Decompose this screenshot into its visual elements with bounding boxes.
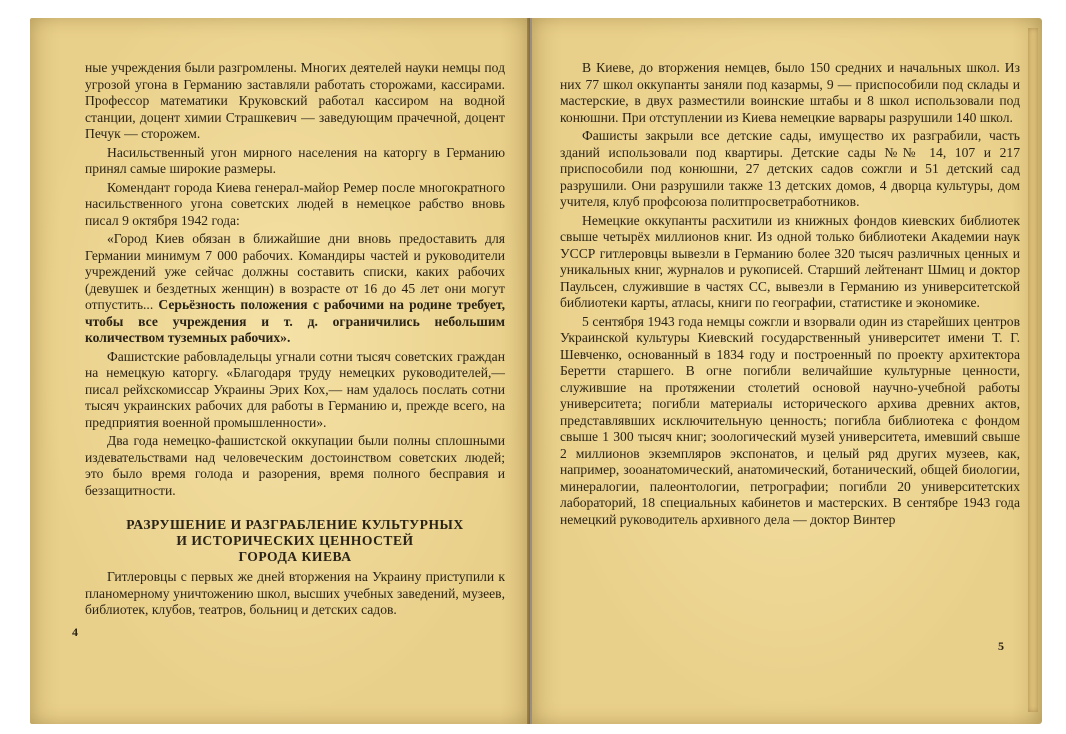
page-edge [1028,28,1038,712]
heading-line: ГОРОДА КИЕВА [238,549,352,564]
quote-bold-text: Серьёзность положения с рабочими на родине требует, чтобы все учреждения и т. д. ограничились небольшим количеством туземных рабочих». [85,297,505,345]
page-number: 4 [72,625,78,639]
paragraph: Немецкие оккупанты расхитили из книжных фондов киевских библиотек свыше четырёх миллионов книг. Из одной только библиотеки Академии наук УССР гитлеровцы вывезли в Германию более 320 тысяч различных ценных и уникальных книг, журналов и рукописей. Старший лейтенант Шмиц и доктор Паульсен, служившие в частях СС, вывезли в Германию из университетской библиотеки карты, атласы, книги по географии, статистике и экономике. [560,212,1020,310]
paragraph: Гитлеровцы с первых же дней вторжения на Украину приступили к планомерному уничтожению школ, высших учебных заведений, музеев, библиотек, клубов, театров, больниц и детских садов. [85,569,505,617]
quote-paragraph [85,231,505,347]
left-page-text [85,60,505,621]
paragraph: В Киеве, до вторжения немцев, было 150 средних и начальных школ. Из них 77 школ оккупанты заняли под казармы, 9 — приспособили под склады и мастерские, в двух разместили воинские штабы и 8 школ использовали под конюшни. При отступлении из Киева немецкие варвары разрушили 140 школ. [560,60,1020,125]
paragraph: Два года немецко-фашистской оккупации были полны сплошными издевательствами над человеческим достоинством советских людей; это было время голода и разорения, время полного бесправия и беззащитности. [85,433,505,498]
quote-text: «Город Киев обязан в ближайшие дни вновь предоставить для Германии минимум 7 000 рабочих. Командиры частей и руководители учреждений уже сейчас должны составить списки, каких рабочих (девушек и бездетных женщин) в возрасте от 16 до 45 лет они могут отпустить... [85,231,505,312]
heading-line: РАЗРУШЕНИЕ И РАЗГРАБЛЕНИЕ КУЛЬТУРНЫХ [126,517,464,532]
section-heading [85,517,505,565]
paragraph: Насильственный угон мирного населения на каторгу в Германию принял самые широкие размеры. [85,144,505,176]
right-page-text [560,60,1020,530]
right-page [532,18,1042,724]
paragraph: ные учреждения были разгромлены. Многих деятелей науки немцы под угрозой угона в Германию заставляли работать сторожами, кассирами. Профессор математики Круковский работал кассиром на водной станции, доцент химии Страшкевич — заведующим прачечной, доцент Печук — сторожем. [85,60,505,141]
paragraph: 5 сентября 1943 года немцы сожгли и взорвали один из старейших центров Украинской культуры Киевский государственный университет имени Т. Г. Шевченко, основанный в 1834 году и построенный по проекту архитектора Беретти старшего. В огне погибли величайшие культурные ценности, служившие на протяжении столетий основой научно-учебной работы университета; погибли материалы исторического архива древних актов, представлявших исключительную ценность; погибла библиотека с фондом свыше 1 300 тысяч книг; зоологический музей университета, имевший свыше 2 миллионов экземпляров экспонатов, и целый ряд других музеев, как, например, зооанатомический, анатомический, ботанический, общей биологии, минералогии, палеонтологии, петрографии; погибли 20 университетских лабораторий, 18 специальных кабинетов и мастерских. В сентябре 1943 года немецкий руководитель архивного дела — доктор Винтер [560,313,1020,527]
paragraph: Комендант города Киева генерал-майор Ремер после многократного насильственного угона советских людей в немецкое рабство вновь писал 9 октября 1942 года: [85,179,505,228]
page-number: 5 [998,639,1004,653]
booklet-spread [30,18,1058,724]
paragraph: Фашистские рабовладельцы угнали сотни тысяч советских граждан на немецкую каторгу. «Благодаря труду немецких руководителей,— писал рейхскомиссар Украины Эрих Кох,— нам удалось послать сотни тысяч украинских рабочих для работы в Германию и, прежде всего, на предприятия военной промышленности». [85,348,505,430]
left-page [30,18,530,724]
heading-line: И ИСТОРИЧЕСКИХ ЦЕННОСТЕЙ [176,533,414,548]
paragraph: Фашисты закрыли все детские сады, имущество их разграбили, часть зданий использовали под квартиры. Детские сады №№ 14, 107 и 217 приспособили под конюшни, 27 детских садов сожгли и 51 детский сад разрушили. Они разрушили также 13 детских домов, 4 дворца культуры, дом учителя, клуб профсоюза политпросветработников. [560,128,1020,209]
